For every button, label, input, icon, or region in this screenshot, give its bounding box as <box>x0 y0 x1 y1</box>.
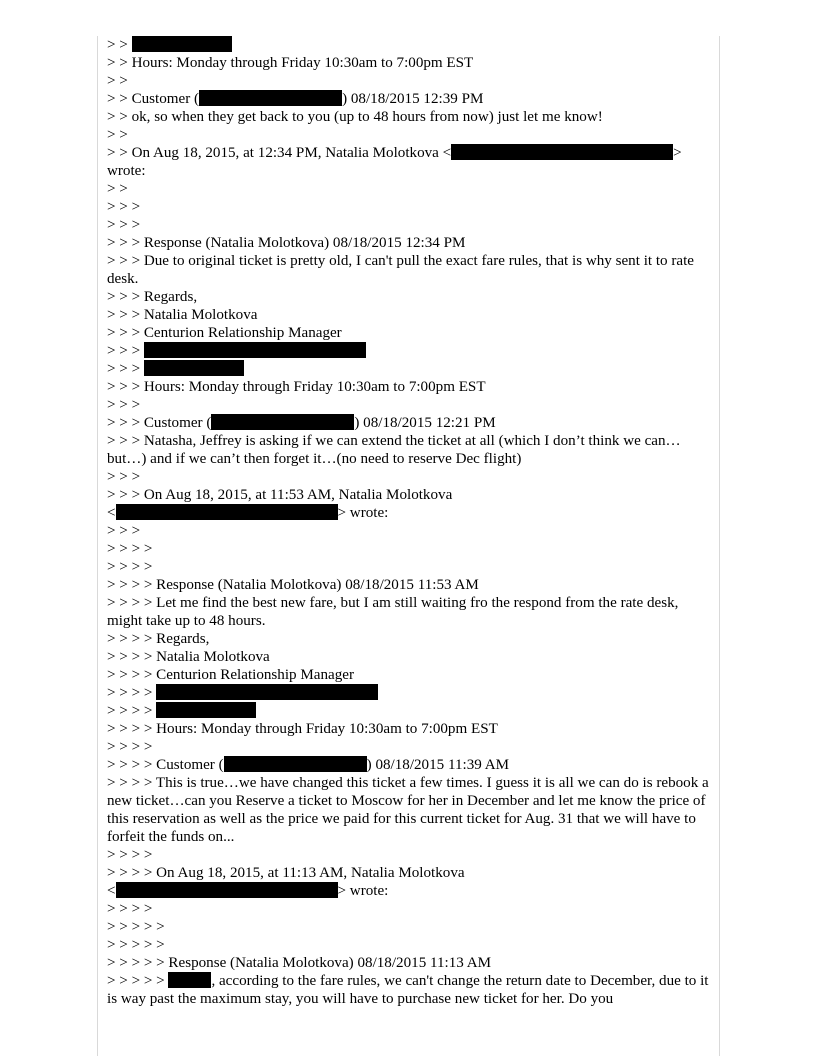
line-text: > > > <box>107 523 141 539</box>
redaction-block <box>156 684 378 700</box>
line-text: > > > <box>107 361 144 377</box>
email-line <box>107 468 713 486</box>
email-line <box>107 684 713 702</box>
line-text: > > > Customer ( <box>107 415 212 431</box>
redaction-block <box>199 90 342 106</box>
line-text: > > > > <box>107 739 153 755</box>
email-line <box>107 252 713 288</box>
line-text: > > > <box>107 343 144 359</box>
redaction-block <box>451 144 673 160</box>
email-line <box>107 306 713 324</box>
line-text: > > > Hours: Monday through Friday 10:30am to 7:00pm EST <box>107 379 486 395</box>
line-text: > > > <box>107 199 141 215</box>
email-line <box>107 882 713 900</box>
line-text: > > On Aug 18, 2015, at 12:34 PM, Natalia Molotkova < <box>107 145 452 161</box>
line-text: > <box>673 145 682 161</box>
email-line <box>107 54 713 72</box>
email-line <box>107 522 713 540</box>
line-text: > > > > > Response (Natalia Molotkova) 08/18/2015 11:13 AM <box>107 955 492 971</box>
line-text: > > > Regards, <box>107 289 198 305</box>
line-text: > > > <box>107 217 141 233</box>
line-text: > > > > > <box>107 937 165 953</box>
email-line <box>107 594 713 630</box>
line-text: > > > <box>107 397 141 413</box>
email-line <box>107 288 713 306</box>
line-text: > > Customer ( <box>107 91 200 107</box>
redaction-block <box>132 36 232 52</box>
line-text: > > > Natasha, Jeffrey is asking if we can extend the ticket at all (which I don’t think we can…but…) and if we can’t then forget it…(no need to reserve Dec flight) <box>107 433 681 467</box>
line-text: wrote: <box>107 163 146 179</box>
line-text: > > > > This is true…we have changed this ticket a few times. I guess it is all we can do is rebook a new ticket…can you Reserve a ticket to Moscow for her in December and let me know the price of this reservation as well as the price we paid for this current ticket for Aug. 31 that we will have to forfeit the funds on... <box>107 775 713 845</box>
line-text: > > > Due to original ticket is pretty old, I can't pull the exact fare rules, that is why sent it to rate desk. <box>107 253 698 287</box>
email-line <box>107 558 713 576</box>
redaction-block <box>116 882 338 898</box>
line-text: > > > > > <box>107 973 169 989</box>
email-line <box>107 126 713 144</box>
email-line <box>107 540 713 558</box>
redaction-block <box>156 702 256 718</box>
email-line <box>107 648 713 666</box>
email-line <box>107 234 713 252</box>
email-line <box>107 414 713 432</box>
email-line <box>107 954 713 972</box>
line-text: > > > > Response (Natalia Molotkova) 08/18/2015 11:53 AM <box>107 577 479 593</box>
email-line <box>107 972 713 1008</box>
line-text: ) 08/18/2015 11:39 AM <box>366 757 510 773</box>
line-text: > > > > Natalia Molotkova <box>107 649 270 665</box>
redaction-block <box>168 972 211 988</box>
email-line <box>107 378 713 396</box>
email-line <box>107 108 713 126</box>
line-text: > > > > <box>107 685 157 701</box>
email-line <box>107 180 713 198</box>
email-line <box>107 432 713 468</box>
email-thread-body <box>107 36 713 1008</box>
email-line <box>107 576 713 594</box>
email-line <box>107 72 713 90</box>
email-line <box>107 504 713 522</box>
email-line <box>107 144 713 162</box>
line-text: > > <box>107 37 132 53</box>
redaction-block <box>144 342 366 358</box>
line-text: > > Hours: Monday through Friday 10:30am to 7:00pm EST <box>107 55 474 71</box>
email-line <box>107 864 713 882</box>
email-line <box>107 36 713 54</box>
email-line <box>107 774 713 846</box>
redaction-block <box>211 414 354 430</box>
line-text: > > ok, so when they get back to you (up to 48 hours from now) just let me know! <box>107 109 603 125</box>
line-text: > > <box>107 181 128 197</box>
line-text: > > > > <box>107 703 157 719</box>
line-text: < <box>107 505 116 521</box>
redaction-block <box>224 756 367 772</box>
email-line <box>107 720 713 738</box>
email-line <box>107 702 713 720</box>
redaction-block <box>144 360 244 376</box>
email-line <box>107 216 713 234</box>
email-line <box>107 738 713 756</box>
email-line <box>107 162 713 180</box>
email-line <box>107 198 713 216</box>
line-text: ) 08/18/2015 12:21 PM <box>354 415 496 431</box>
line-text: > > > Centurion Relationship Manager <box>107 325 342 341</box>
line-text: > > > On Aug 18, 2015, at 11:53 AM, Natalia Molotkova <box>107 487 453 503</box>
line-text: > > > > Hours: Monday through Friday 10:30am to 7:00pm EST <box>107 721 498 737</box>
email-line <box>107 324 713 342</box>
line-text: > > > > > <box>107 919 165 935</box>
line-text: > > > <box>107 469 141 485</box>
redaction-block <box>116 504 338 520</box>
line-text: > > > Response (Natalia Molotkova) 08/18/2015 12:34 PM <box>107 235 466 251</box>
email-line <box>107 918 713 936</box>
line-text: > > > > <box>107 901 153 917</box>
line-text: > wrote: <box>337 883 389 899</box>
email-line <box>107 486 713 504</box>
email-line <box>107 90 713 108</box>
email-line <box>107 360 713 378</box>
email-line <box>107 900 713 918</box>
line-text: > > > > Centurion Relationship Manager <box>107 667 354 683</box>
email-line <box>107 342 713 360</box>
email-line <box>107 846 713 864</box>
email-line <box>107 756 713 774</box>
line-text: > > > > Let me find the best new fare, but I am still waiting fro the respond from the rate desk, might take up to 48 hours. <box>107 595 683 629</box>
email-line <box>107 396 713 414</box>
line-text: > wrote: <box>337 505 389 521</box>
line-text: > > <box>107 127 128 143</box>
line-text: > > > > <box>107 559 153 575</box>
line-text: < <box>107 883 116 899</box>
line-text: > > > > Customer ( <box>107 757 224 773</box>
line-text: ) 08/18/2015 12:39 PM <box>342 91 484 107</box>
line-text: > > <box>107 73 128 89</box>
line-text: > > > Natalia Molotkova <box>107 307 258 323</box>
line-text: > > > > <box>107 541 153 557</box>
email-line <box>107 936 713 954</box>
line-text: > > > > Regards, <box>107 631 210 647</box>
line-text: > > > > <box>107 847 153 863</box>
line-text: > > > > On Aug 18, 2015, at 11:13 AM, Natalia Molotkova <box>107 865 465 881</box>
email-line <box>107 630 713 648</box>
email-line <box>107 666 713 684</box>
line-text: , according to the fare rules, we can't change the return date to December, due to it is way past the maximum stay, you will have to purchase new ticket for her. Do you <box>107 973 713 1007</box>
